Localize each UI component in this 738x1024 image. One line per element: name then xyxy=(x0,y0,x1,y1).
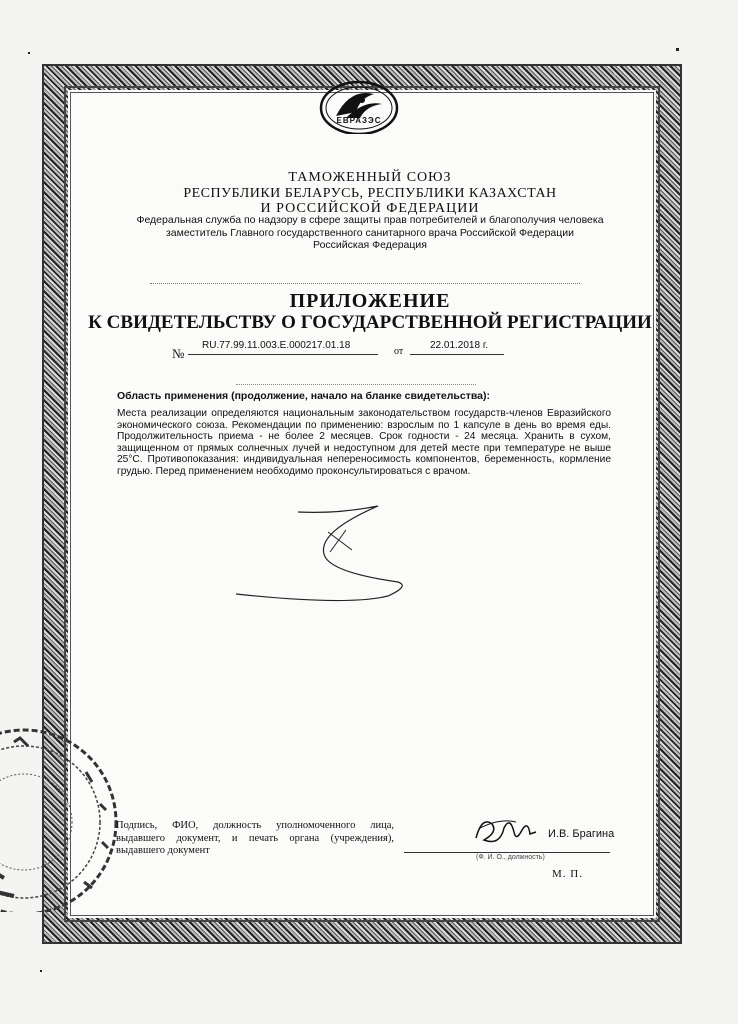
scope-body-text: Места реализации определяются национальным законодательством государств-членов Евразийского экономического союза. Рекомендации по применению: взрослым по 1 капсуле в день во время еды. Продолжительность приема - не более 2 месяцев. Срок годности - 24 месяца. Хранить в сухом, защищенном от прямых солнечных лучей и недоступном для детей месте при температуре не выше 25°С. Противопоказания: индивидуальная непереносимость компонентов, беременность, кормление грудью. Перед применением необходимо проконсультироваться с врачом. xyxy=(117,408,611,477)
agency-line-1: Федеральная служба по надзору в сфере защиты прав потребителей и благополучия человека xyxy=(136,214,604,226)
scan-speck xyxy=(40,970,42,972)
signature-caption: Подпись, ФИО, должность уполномоченного лица, выдавшего документ, и печать органа (учреждения), выдавшего документ xyxy=(116,820,394,856)
agency-line-3: Российская Федерация xyxy=(313,239,427,251)
signer-name: И.В. Брагина xyxy=(548,828,615,840)
registration-date: 22.01.2018 г. xyxy=(430,340,489,351)
number-label: № xyxy=(172,346,185,361)
round-seal-stamp xyxy=(0,712,144,912)
divider-line-small xyxy=(236,384,476,385)
agency-block xyxy=(80,214,660,252)
union-title-line-1: ТАМОЖЕННЫЙ СОЮЗ xyxy=(288,170,452,185)
union-title-line-2: РЕСПУБЛИКИ БЕЛАРУСЬ, РЕСПУБЛИКИ КАЗАХСТАН xyxy=(183,186,557,201)
date-label: от xyxy=(394,346,404,357)
number-underline xyxy=(188,354,378,355)
fio-underline xyxy=(404,852,610,853)
registration-number: RU.77.99.11.003.E.000217.01.18 xyxy=(202,340,351,351)
eurasec-emblem-icon xyxy=(316,78,402,134)
seal-place-mark: М. П. xyxy=(552,868,583,880)
document-title: ПРИЛОЖЕНИЕ xyxy=(289,290,451,312)
document-subtitle: К СВИДЕТЕЛЬСТВУ О ГОСУДАРСТВЕННОЙ РЕГИСТРАЦИИ xyxy=(88,312,652,333)
union-title-line-3: И РОССИЙСКОЙ ФЕДЕРАЦИИ xyxy=(260,201,480,216)
scope-title: Область применения (продолжение, начало на бланке свидетельства): xyxy=(117,390,490,402)
divider-line xyxy=(150,283,580,284)
emblem-label: ЕВРАЗЭС xyxy=(336,116,382,125)
cancellation-squiggle xyxy=(228,502,418,610)
date-underline xyxy=(410,354,504,355)
scan-speck xyxy=(676,48,679,51)
agency-line-2: заместитель Главного государственного санитарного врача Российской Федерации xyxy=(165,226,575,239)
scan-speck xyxy=(28,52,30,54)
handwritten-signature xyxy=(470,810,540,850)
fio-caption: (Ф. И. О., должность) xyxy=(476,854,545,861)
